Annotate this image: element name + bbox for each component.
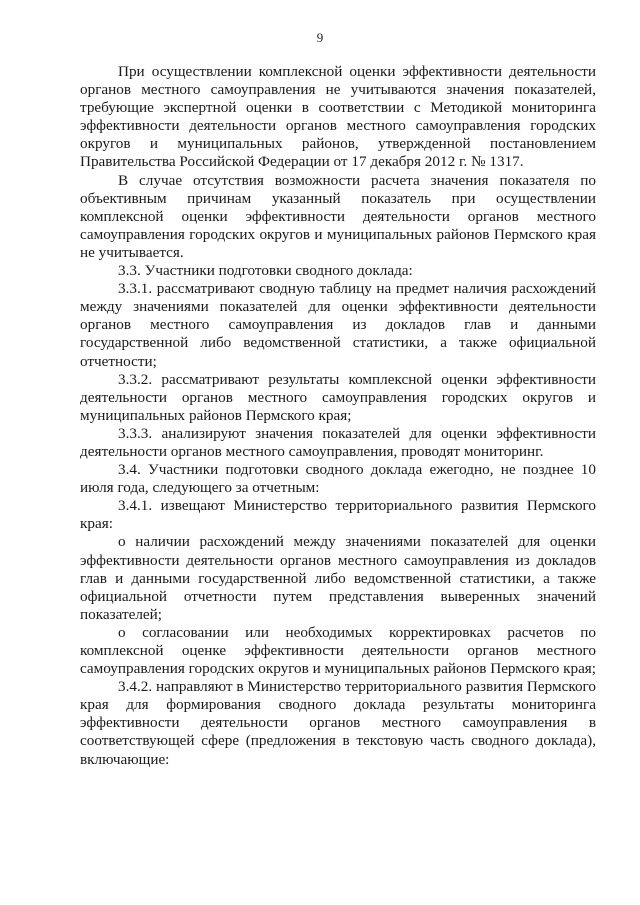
item-3-4-1: 3.4.1. извещают Министерство территориального развития Пермского края: [80, 497, 596, 533]
section-3-3-heading: 3.3. Участники подготовки сводного доклада: [118, 262, 413, 280]
page-number: 9 [316, 30, 324, 45]
item-3-4-1-discrepancies: о наличии расхождений между значениями показателей для оценки эффективности деятельности органов местного самоуправления из докладов глав и данными государственной либо ведомственной статистики, а также официальной отчетности путем представления выверенных значений показателей; [80, 533, 596, 623]
paragraph-assessment-exclusion: При осуществлении комплексной оценки эффективности деятельности органов местного самоуправления не учитываются значения показателей, требующие экспертной оценки в соответствии с Методикой мониторинга эффективности деятельности органов местного самоуправления городских округов и муниципальных районов, утвержденной постановлением Правительства Российской Федерации от 17 декабря 2012 г. № 1317. [80, 63, 596, 171]
document-body [80, 63, 596, 769]
item-3-3-1: 3.3.1. рассматривают сводную таблицу на предмет наличия расхождений между значениями показателей для оценки эффективности деятельности органов местного самоуправления из докладов глав и данными государственной либо ведомственной статистики, а также официальной отчетности; [80, 280, 596, 370]
section-3-4-heading: 3.4. Участники подготовки сводного доклада ежегодно, не позднее 10 июля года, следующего за отчетным: [80, 461, 596, 497]
item-3-3-2: 3.3.2. рассматривают результаты комплексной оценки эффективности деятельности органов местного самоуправления городских округов и муниципальных районов Пермского края; [80, 370, 596, 424]
item-3-3-3: 3.3.3. анализируют значения показателей для оценки эффективности деятельности органов местного самоуправления, проводят мониторинг. [80, 424, 596, 460]
item-3-4-1-approval: о согласовании или необходимых корректировках расчетов по комплексной оценке эффективности деятельности органов местного самоуправления городских округов и муниципальных районов Пермского края; [80, 623, 597, 678]
paragraph-indicator-not-calculated: В случае отсутствия возможности расчета значения показателя по объективным причинам указанный показатель при осуществлении комплексной оценки эффективности деятельности органов местного самоуправления городских округов и муниципальных районов Пермского края не учитывается. [80, 171, 596, 261]
item-3-4-2: 3.4.2. направляют в Министерство территориального развития Пермского края для формирования сводного доклада результаты мониторинга эффективности деятельности органов местного самоуправления в соответствующей сфере (предложения в текстовую часть сводного доклада), включающие: [80, 678, 596, 768]
